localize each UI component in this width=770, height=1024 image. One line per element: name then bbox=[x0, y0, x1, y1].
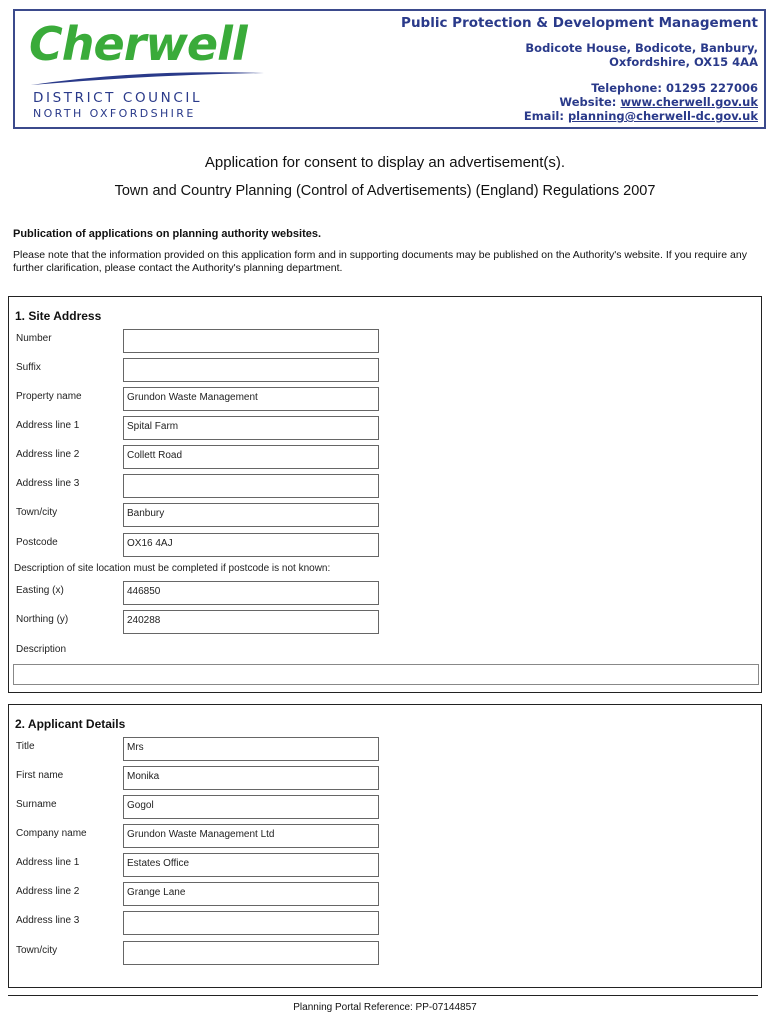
first-name-field[interactable]: Monika bbox=[123, 766, 379, 790]
field-label: Address line 2 bbox=[16, 449, 80, 460]
applicant-details-heading: 2. Applicant Details bbox=[15, 717, 126, 731]
field-label: Suffix bbox=[16, 362, 41, 373]
field-label: Company name bbox=[16, 828, 87, 839]
description-label: Description bbox=[16, 644, 67, 655]
applicant-address-line-3-field[interactable] bbox=[123, 911, 379, 935]
website-line bbox=[559, 95, 758, 109]
logo-swoosh-icon bbox=[29, 67, 269, 89]
field-label: Address line 1 bbox=[16, 857, 80, 868]
address-line-2: Oxfordshire, OX15 4AA bbox=[609, 55, 758, 69]
field-label: Northing (y) bbox=[16, 614, 69, 625]
northing-field[interactable]: 240288 bbox=[123, 610, 379, 634]
telephone-number: 01295 227006 bbox=[665, 81, 758, 95]
property-name-field[interactable]: Grundon Waste Management bbox=[123, 387, 379, 411]
field-label: Property name bbox=[16, 391, 82, 402]
description-field[interactable] bbox=[13, 664, 759, 685]
logo-district-council: DISTRICT COUNCIL bbox=[33, 90, 203, 106]
town-city-field[interactable]: Banbury bbox=[123, 503, 379, 527]
publication-note: Please note that the information provided on this application form and in supporting documents may be published on the Authority's website. If you require any further clarification, please contact the Authority's planning department. bbox=[13, 249, 747, 274]
field-label: First name bbox=[16, 770, 64, 781]
applicant-details-section bbox=[8, 704, 762, 988]
field-label: Address line 3 bbox=[16, 915, 80, 926]
council-header bbox=[13, 9, 766, 129]
company-name-field[interactable]: Grundon Waste Management Ltd bbox=[123, 824, 379, 848]
field-label: Address line 2 bbox=[16, 886, 80, 897]
location-note: Description of site location must be completed if postcode is not known: bbox=[14, 563, 331, 574]
address-line-3-field[interactable] bbox=[123, 474, 379, 498]
field-label: Postcode bbox=[16, 537, 58, 548]
applicant-address-line-2-field[interactable]: Grange Lane bbox=[123, 882, 379, 906]
planning-portal-reference: Planning Portal Reference: PP-07144857 bbox=[293, 1002, 477, 1013]
number-field[interactable] bbox=[123, 329, 379, 353]
email-link[interactable]: planning@cherwell-dc.gov.uk bbox=[567, 109, 758, 123]
email-label: Email: bbox=[523, 109, 564, 123]
publication-heading: Publication of applications on planning authority websites. bbox=[13, 228, 322, 240]
address-line-1: Bodicote House, Bodicote, Banbury, bbox=[525, 41, 758, 55]
footer-divider bbox=[8, 995, 758, 996]
suffix-field[interactable] bbox=[123, 358, 379, 382]
department-name: Public Protection & Development Management bbox=[401, 15, 758, 31]
council-logo: Cherwell bbox=[29, 17, 247, 71]
telephone-label: Telephone: bbox=[591, 81, 662, 95]
field-label: Number bbox=[16, 333, 52, 344]
site-address-heading: 1. Site Address bbox=[15, 309, 102, 323]
telephone-line bbox=[591, 81, 758, 95]
applicant-town-city-field[interactable] bbox=[123, 941, 379, 965]
email-line bbox=[524, 109, 758, 123]
field-label: Town/city bbox=[16, 507, 58, 518]
address-line-1-field[interactable]: Spital Farm bbox=[123, 416, 379, 440]
title-field[interactable]: Mrs bbox=[123, 737, 379, 761]
field-label: Title bbox=[16, 741, 35, 752]
address-line-2-field[interactable]: Collett Road bbox=[123, 445, 379, 469]
easting-field[interactable]: 446850 bbox=[123, 581, 379, 605]
field-label: Address line 3 bbox=[16, 478, 80, 489]
field-label: Town/city bbox=[16, 945, 58, 956]
field-label: Address line 1 bbox=[16, 420, 80, 431]
form-subtitle: Town and Country Planning (Control of Advertisements) (England) Regulations 2007 bbox=[114, 183, 656, 199]
field-label: Easting (x) bbox=[16, 585, 64, 596]
site-address-section bbox=[8, 296, 762, 693]
surname-field[interactable]: Gogol bbox=[123, 795, 379, 819]
postcode-field[interactable]: OX16 4AJ bbox=[123, 533, 379, 557]
applicant-address-line-1-field[interactable]: Estates Office bbox=[123, 853, 379, 877]
field-label: Surname bbox=[16, 799, 57, 810]
form-title: Application for consent to display an advertisement(s). bbox=[204, 154, 566, 171]
website-label: Website: bbox=[559, 95, 617, 109]
logo-north-oxfordshire: NORTH OXFORDSHIRE bbox=[33, 107, 196, 120]
website-link[interactable]: www.cherwell.gov.uk bbox=[620, 95, 758, 109]
